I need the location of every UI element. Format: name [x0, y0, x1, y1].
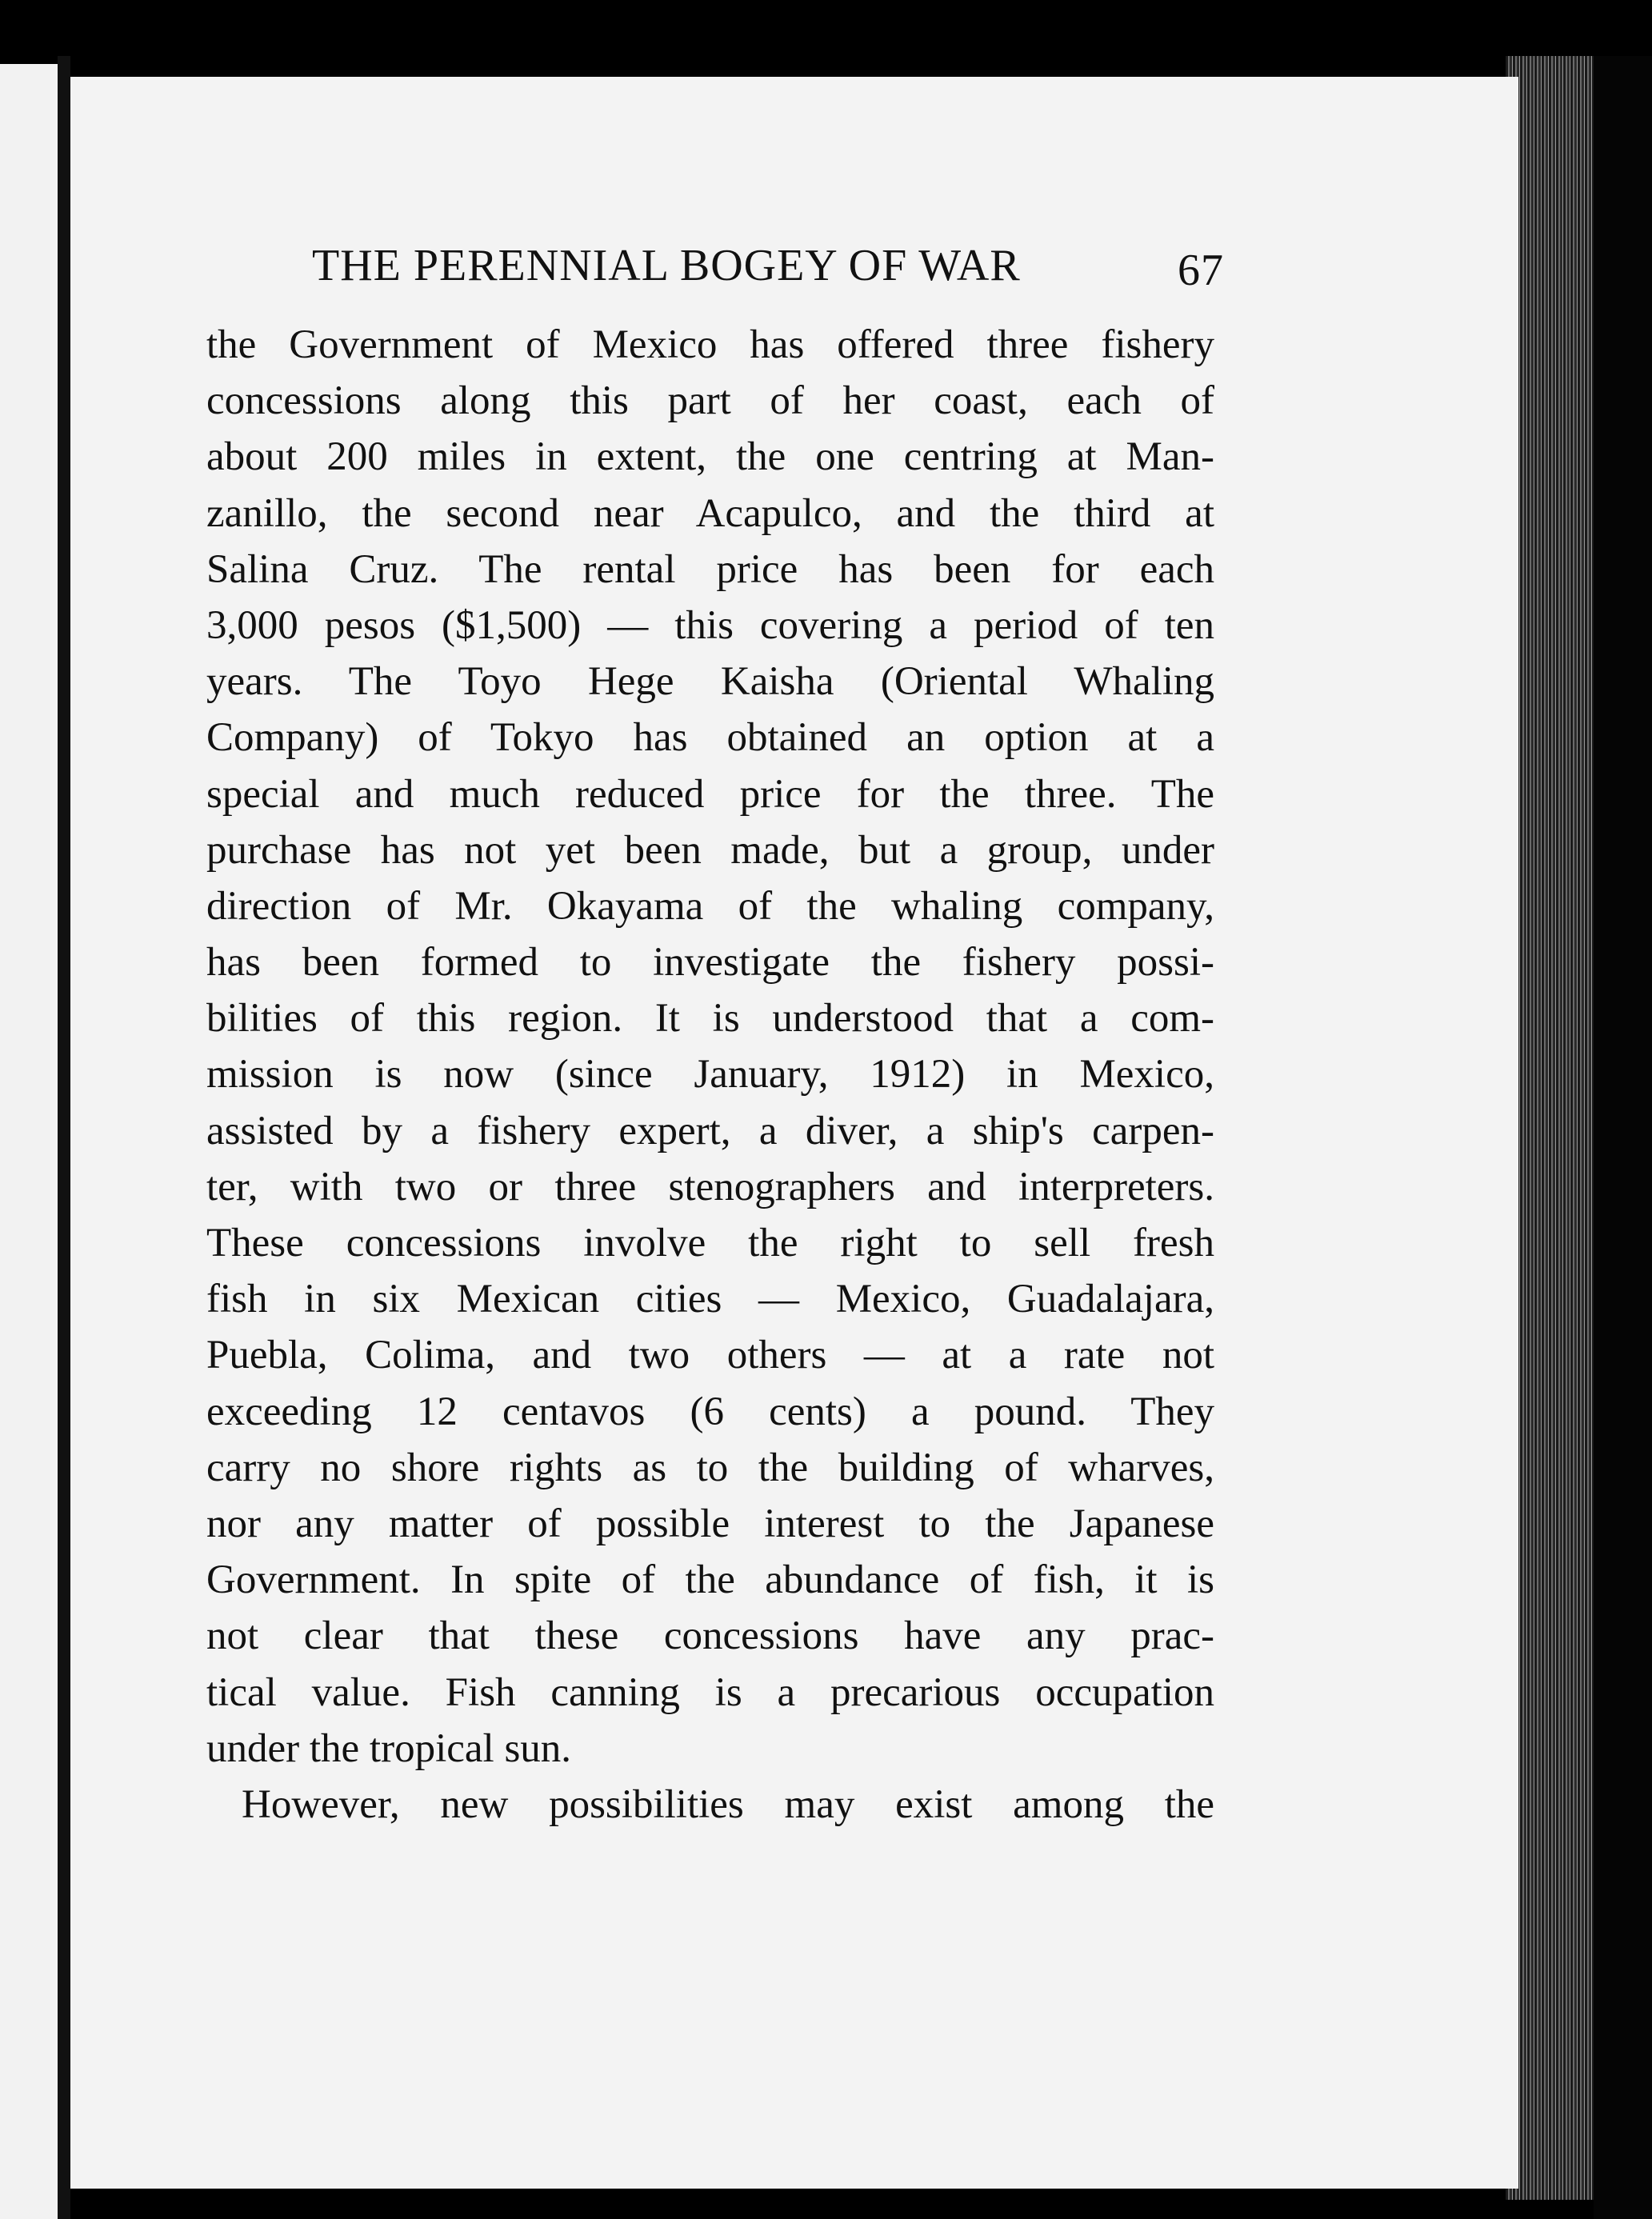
text-line: direction of Mr. Okayama of the whaling company,	[206, 883, 1214, 929]
text-line: Government. In spite of the abundance of fish, it is	[206, 1557, 1214, 1603]
text-line: nor any matter of possible interest to the Japanese	[206, 1501, 1214, 1546]
text-line: ter, with two or three stenographers and interpreters.	[206, 1164, 1214, 1209]
page-stack-edges	[1506, 56, 1594, 2200]
text-line: 3,000 pesos ($1,500) — this covering a period of ten	[206, 602, 1214, 648]
text-line: has been formed to investigate the fishery possi-	[206, 940, 1214, 986]
text-line: mission is now (since January, 1912) in Mexico,	[206, 1052, 1214, 1098]
text-line: special and much reduced price for the three. The	[206, 771, 1214, 817]
text-line: carry no shore rights as to the building of wharves,	[206, 1445, 1214, 1490]
page-number: 67	[1178, 246, 1224, 295]
text-line: tical value. Fish canning is a precarious occupation	[206, 1669, 1214, 1715]
text-line: Company) of Tokyo has obtained an option at a	[206, 715, 1214, 761]
text-line: fish in six Mexican cities — Mexico, Guadalajara,	[206, 1277, 1214, 1322]
book-gutter	[58, 56, 70, 2219]
text-line: not clear that these concessions have any prac-	[206, 1613, 1214, 1659]
text-line: about 200 miles in extent, the one centring at Man-	[206, 434, 1214, 480]
text-line: assisted by a fishery expert, a diver, a ship's carpen-	[206, 1108, 1214, 1153]
scan-border	[1594, 56, 1652, 2219]
text-line: These concessions involve the right to sell fresh	[206, 1221, 1214, 1265]
paragraph-end-line: under the tropical sun.	[206, 1725, 572, 1771]
text-line: bilities of this region. It is understood that a com-	[206, 996, 1214, 1042]
facing-page-edge	[0, 64, 58, 2219]
text-line: zanillo, the second near Acapulco, and the third at	[206, 490, 1214, 536]
running-header	[312, 240, 1224, 304]
text-line: purchase has not yet been made, but a group, under	[206, 827, 1214, 873]
body-text	[206, 317, 1214, 1833]
text-line: However, new possibilities may exist among the	[242, 1781, 1214, 1827]
text-line: exceeding 12 centavos (6 cents) a pound. They	[206, 1389, 1214, 1434]
text-line: the Government of Mexico has offered three fishery	[206, 322, 1214, 367]
text-line: Puebla, Colima, and two others — at a rate not	[206, 1333, 1214, 1378]
text-line: Salina Cruz. The rental price has been for each	[206, 546, 1214, 592]
running-title: THE PERENNIAL BOGEY OF WAR	[312, 241, 1021, 290]
text-line: years. The Toyo Hege Kaisha (Oriental Whaling	[206, 659, 1214, 705]
text-line: concessions along this part of her coast, each of	[206, 378, 1214, 424]
